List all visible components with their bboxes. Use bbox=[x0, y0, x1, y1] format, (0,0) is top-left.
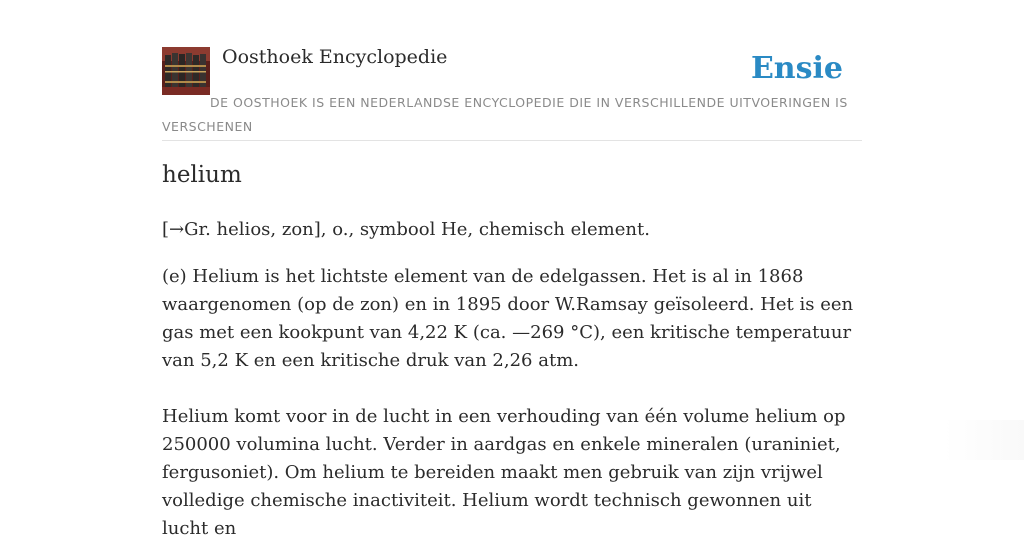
book-spines-avatar-icon[interactable] bbox=[162, 47, 210, 95]
source-header bbox=[162, 0, 862, 141]
source-tagline: DE OOSTHOEK IS EEN NEDERLANDSE ENCYCLOPEDIE DIE IN VERSCHILLENDE UITVOERINGEN IS VERSCHENEN bbox=[162, 95, 848, 134]
decorative-fade bbox=[944, 420, 1024, 460]
brand-logo-link[interactable]: Ensie bbox=[750, 51, 843, 86]
source-title[interactable]: Oosthoek Encyclopedie bbox=[222, 46, 448, 68]
entry-paragraph: (e) Helium is het lichtste element van de edelgassen. Het is al in 1868 waargenomen (op de zon) en in 1895 door W.Ramsay geïsoleerd. Het is een gas met een kookpunt van 4,22 K (ca. —269 °C), een kritische temperatuur van 5,2 K en een kritische druk van 2,26 atm. bbox=[162, 266, 854, 371]
entry-title: helium bbox=[162, 162, 242, 188]
page-container bbox=[162, 0, 862, 539]
entry-paragraph: Helium komt voor in de lucht in een verhouding van één volume helium op 250000 volumina lucht. Verder in aardgas en enkele mineralen (uraniniet, fergusoniet). Om helium te bereiden maakt men gebruik van zijn vrijwel volledige chemische inactiviteit. Helium wordt technisch gewonnen uit lucht en bbox=[162, 406, 846, 539]
entry-lead: [→Gr. helios, zon], o., symbool He, chemisch element. bbox=[162, 219, 650, 240]
